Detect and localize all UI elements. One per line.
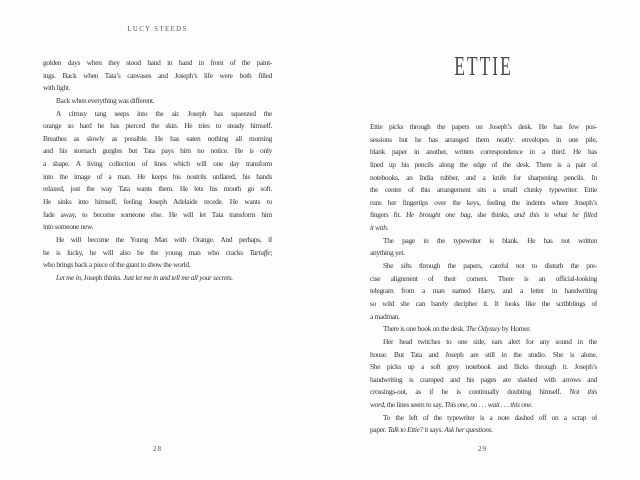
text-line: The page in the typewriter is blank. He has not written [383,235,597,245]
text-line: fade away, to become someone else. He will let Tata transform him [43,209,272,219]
right-page-text [370,121,597,437]
text-line: ings. Back when Tata’s canvases and Joseph’s life were both filled [43,70,272,80]
running-head: LUCY STEEDS [127,26,188,33]
text-line: a shape. A living collection of lines which will one day transform [43,159,272,169]
text-line: into someone new. [43,222,94,232]
text-line: Breathes as slowly as possible. He has eaten nothing all morning [43,133,272,143]
text-line: relaxed, just the way Tata wants them. He lets his mouth go soft. [43,184,272,194]
text-line: so wild she can barely decipher it. It looks like the scribblings of [370,298,597,308]
left-page-text [43,57,272,285]
text-line: runs her fingertips over the keys, feeling the indents where Joseph’s [370,197,597,207]
text-line: She sifts through the papers, careful not to disturb the pre- [383,261,597,271]
text-line: crossings-out, as if he is continually doubting himself. Not this [370,387,597,397]
text-line: telegram from a man named Harry, and a letter in handwriting [370,286,597,296]
text-line: the centre of this arrangement sits a small clunky typewriter. Ettie [370,185,597,195]
text-line: cise alignment of their corners. There is an official-looking [370,273,597,283]
text-line: Her head twitches to one side, ears alert for any sound in the [383,336,597,346]
text-line: She picks up a soft grey notebook and flicks through it. Joseph’s [370,362,597,372]
text-line: He sinks into himself, feeling Joseph Adelaide recede. He wants to [43,197,272,207]
text-line: A citrusy tang seeps into the air. Joseph has squeezed the [56,108,272,118]
text-line: he is lucky, he will also be the young man who cracks Tartuffe; [43,247,272,257]
text-line: handwriting is cramped and his pages are slashed with arrows and [370,374,597,384]
text-line: Back when everything was different. [56,95,155,105]
text-line: notebooks, an India rubber, and a knife for sharpening pencils. In [370,172,597,182]
text-line: with light. [43,83,71,93]
text-line: word, the lines seem to say. This one, no . . . wait . . . this one. [370,400,533,410]
text-line: orange so hard he has pierced the skin. He tries to steady himself. [43,121,272,131]
text-line: golden days when they stood hand in hand in front of the paint- [43,58,272,67]
text-line: it with. [370,223,389,233]
text-line: a madman. [370,311,400,321]
text-line: into the image of a man. He keeps his nostrils unflared, his hands [43,171,272,181]
text-line: blank paper in another, written correspondence in a third. He has [370,147,597,157]
text-line: anything yet. [370,248,405,258]
text-line: He will become the Young Man with Orange. And perhaps, if [56,234,272,244]
text-line: fingers fit. He brought one bag, she thinks, and this is what he filled [370,210,597,220]
text-line: house. But Tata and Joseph are still in the studio. She is alone. [370,349,597,359]
left-page-number: 28 [153,445,162,453]
text-line: paper. Talk to Ettie? it says. Ask her questions. [370,425,493,435]
text-line: To the left of the typewriter is a note dashed off on a scrap of [383,412,597,422]
text-line: and his stomach gurgles but Tata pays him no notice. He is only [43,146,272,156]
chapter-title: ETTIE [454,51,513,81]
text-line: Ettie picks through the papers on Joseph’s desk. He has few pos- [370,122,597,131]
text-line: sessions but he has arranged them neatly: envelopes in one pile, [370,134,597,144]
text-line: There is one book on the desk. The Odyssey by Homer. [383,324,531,334]
text-line: who brings back a piece of the giant to show the world. [43,260,191,270]
text-line: Let me in, Joseph thinks. Just let me in and tell me all your secrets. [56,272,233,282]
right-page-number: 29 [478,445,487,453]
text-line: lined up his pencils along the edge of the desk. There is a pair of [370,159,597,169]
